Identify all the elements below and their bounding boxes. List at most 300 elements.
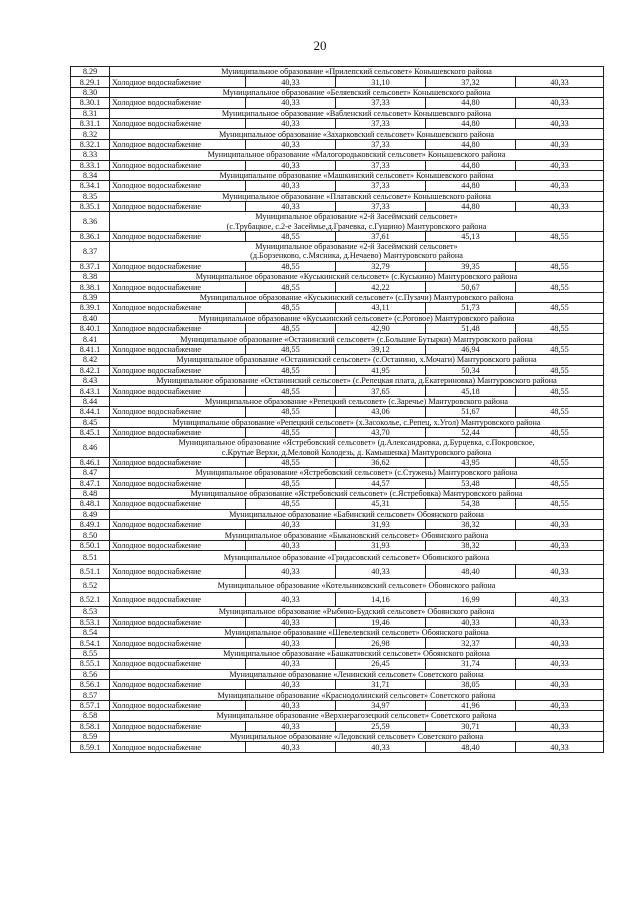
service-name: Холодное водоснабжение (110, 499, 246, 509)
service-name: Холодное водоснабжение (110, 565, 246, 579)
tariff-value-v1: 48,55 (246, 407, 336, 417)
row-number: 8.35 (71, 191, 110, 201)
row-number: 8.49.1 (71, 520, 110, 530)
row-number: 8.50.1 (71, 540, 110, 550)
municipality-name: Муниципальное образование «Малогородьковский сельсовет» Конышевского района (110, 150, 604, 160)
row-number: 8.54 (71, 628, 110, 638)
tariff-value-v3: 50,67 (426, 282, 516, 292)
municipality-header-row (71, 438, 604, 457)
row-number: 8.40.1 (71, 324, 110, 334)
tariff-value-v3: 52,44 (426, 427, 516, 437)
tariff-value-v2: 37,61 (336, 231, 426, 241)
service-name: Холодное водоснабжение (110, 98, 246, 108)
municipality-header-row (71, 468, 604, 478)
service-name: Холодное водоснабжение (110, 303, 246, 313)
tariff-value-v3: 31,74 (426, 659, 516, 669)
service-name: Холодное водоснабжение (110, 324, 246, 334)
tariff-value-v2: 26,98 (336, 638, 426, 648)
tariff-data-row (71, 520, 604, 530)
service-name: Холодное водоснабжение (110, 160, 246, 170)
row-number: 8.37.1 (71, 261, 110, 271)
tariff-value-v1: 40,33 (246, 638, 336, 648)
tariff-data-row (71, 617, 604, 627)
municipality-name: Муниципальное образование «Останинский сельсовет» (с.Большие Бутырки) Мантуровского района (110, 334, 604, 344)
row-number: 8.35.1 (71, 202, 110, 212)
row-number: 8.38 (71, 272, 110, 282)
row-number: 8.30 (71, 87, 110, 97)
tariff-value-v3: 39,35 (426, 261, 516, 271)
tariff-value-v2: 31,93 (336, 520, 426, 530)
tariff-value-v3: 50,34 (426, 365, 516, 375)
tariff-value-v2: 37,33 (336, 202, 426, 212)
row-number: 8.39 (71, 292, 110, 302)
row-number: 8.51.1 (71, 565, 110, 579)
tariff-value-v2: 43,06 (336, 407, 426, 417)
tariff-value-v2: 37,33 (336, 181, 426, 191)
municipality-name-line: (д.Борзенково, с.Мясника, д.Нечаево) Мантуровского района (250, 251, 463, 261)
tariff-value-v2: 42,22 (336, 282, 426, 292)
tariff-value-v2: 37,33 (336, 118, 426, 128)
row-number: 8.48.1 (71, 499, 110, 509)
municipality-name: Муниципальное образование «Репецкий сельсовет» (х.Засоколье, с.Репец, х.Угол) Мантуровского района (110, 417, 604, 427)
municipality-header-row (71, 67, 604, 77)
service-name: Холодное водоснабжение (110, 77, 246, 87)
tariff-value-v1: 48,55 (246, 344, 336, 354)
tariff-value-v3: 38,32 (426, 520, 516, 530)
tariff-value-v1: 48,55 (246, 386, 336, 396)
tariff-value-v1: 48,55 (246, 499, 336, 509)
municipality-name-line: Муниципальное образование «2-й Засеймский сельсовет» (255, 212, 458, 222)
tariff-value-v1: 48,55 (246, 427, 336, 437)
municipality-name: Муниципальное образование «Краснодолинский сельсовет» Советского района (110, 690, 604, 700)
tariff-value-v2: 36,62 (336, 457, 426, 467)
municipality-header-row (71, 212, 604, 231)
municipality-name (110, 438, 604, 457)
municipality-name: Муниципальное образование «Останинский сельсовет» (с.Останино, х.Мочаги) Мантуровского района (110, 355, 604, 365)
tariff-value-v2: 31,71 (336, 679, 426, 689)
tariff-data-row (71, 77, 604, 87)
tariff-value-v4: 48,55 (516, 282, 604, 292)
municipality-header-row (71, 488, 604, 498)
tariff-value-v2: 43,70 (336, 427, 426, 437)
service-name: Холодное водоснабжение (110, 700, 246, 710)
service-name: Холодное водоснабжение (110, 593, 246, 607)
tariff-value-v1: 48,55 (246, 365, 336, 375)
tariff-value-v1: 48,55 (246, 231, 336, 241)
municipality-name: Муниципальное образование «Ястребовский сельсовет» (с.Стужень) Мантуровского района (110, 468, 604, 478)
tariff-data-row (71, 181, 604, 191)
tariff-value-v1: 48,55 (246, 282, 336, 292)
tariff-value-v4: 40,33 (516, 540, 604, 550)
tariff-data-row (71, 742, 604, 752)
tariff-value-v4: 40,33 (516, 593, 604, 607)
row-number: 8.30.1 (71, 98, 110, 108)
tariff-value-v1: 40,33 (246, 202, 336, 212)
municipality-name: Муниципальное образование «Быкановский сельсовет» Обоянского района (110, 530, 604, 540)
row-number: 8.32.1 (71, 139, 110, 149)
service-name: Холодное водоснабжение (110, 540, 246, 550)
tariff-data-row (71, 303, 604, 313)
tariff-value-v4: 40,33 (516, 742, 604, 752)
tariff-data-row (71, 118, 604, 128)
tariff-value-v4: 48,55 (516, 499, 604, 509)
row-number: 8.54.1 (71, 638, 110, 648)
service-name: Холодное водоснабжение (110, 679, 246, 689)
municipality-header-row (71, 87, 604, 97)
row-number: 8.33 (71, 150, 110, 160)
tariff-data-row (71, 721, 604, 731)
tariff-value-v1: 48,55 (246, 324, 336, 334)
municipality-header-row (71, 313, 604, 323)
municipality-name (110, 242, 604, 261)
tariff-value-v4: 40,33 (516, 139, 604, 149)
municipality-name: Муниципальное образование «Вабленский сельсовет» Конышевского района (110, 108, 604, 118)
tariff-value-v1: 40,33 (246, 139, 336, 149)
municipality-name: Муниципальное образование «Куськинский сельсовет» (с.Пузачи) Мантуровского района (110, 292, 604, 302)
tariff-value-v3: 44,80 (426, 139, 516, 149)
service-name: Холодное водоснабжение (110, 386, 246, 396)
tariff-value-v4: 40,33 (516, 160, 604, 170)
tariff-value-v4: 40,33 (516, 202, 604, 212)
row-number: 8.53 (71, 607, 110, 617)
municipality-header-row (71, 509, 604, 519)
municipality-header-row (71, 669, 604, 679)
tariff-data-row (71, 679, 604, 689)
municipality-header-row (71, 607, 604, 617)
tariff-data-row (71, 565, 604, 579)
tariff-value-v1: 40,33 (246, 160, 336, 170)
tariff-data-row (71, 139, 604, 149)
tariff-value-v1: 40,33 (246, 742, 336, 752)
municipality-name: Муниципальное образование «Ястребовский сельсовет» (с.Ястребовка) Мантуровского района (110, 488, 604, 498)
row-number: 8.39.1 (71, 303, 110, 313)
tariff-data-row (71, 386, 604, 396)
tariff-data-row (71, 98, 604, 108)
tariff-value-v3: 54,38 (426, 499, 516, 509)
tariff-data-row (71, 427, 604, 437)
tariff-value-v3: 51,73 (426, 303, 516, 313)
tariff-value-v3: 40,33 (426, 617, 516, 627)
row-number: 8.50 (71, 530, 110, 540)
page-number: 20 (313, 38, 327, 53)
tariff-value-v2: 42,90 (336, 324, 426, 334)
tariff-value-v3: 41,96 (426, 700, 516, 710)
tariff-value-v4: 40,33 (516, 638, 604, 648)
row-number: 8.55.1 (71, 659, 110, 669)
tariff-value-v2: 31,93 (336, 540, 426, 550)
service-name: Холодное водоснабжение (110, 427, 246, 437)
tariff-value-v3: 44,80 (426, 98, 516, 108)
row-number: 8.57 (71, 690, 110, 700)
tariff-value-v3: 32,37 (426, 638, 516, 648)
row-number: 8.52 (71, 579, 110, 593)
tariff-data-row (71, 261, 604, 271)
tariff-value-v1: 40,33 (246, 721, 336, 731)
municipality-name: Муниципальное образование «Куськинский сельсовет» (с.Роговое) Мантуровского района (110, 313, 604, 323)
row-number: 8.53.1 (71, 617, 110, 627)
tariff-value-v2: 40,33 (336, 742, 426, 752)
row-number: 8.56.1 (71, 679, 110, 689)
service-name: Холодное водоснабжение (110, 139, 246, 149)
tariff-value-v4: 48,55 (516, 231, 604, 241)
municipality-name: Муниципальное образование «Репецкий сельсовет» (с.Заречье) Мантуровского района (110, 396, 604, 406)
tariff-data-row (71, 324, 604, 334)
tariff-data-row (71, 365, 604, 375)
tariff-data-row (71, 457, 604, 467)
tariff-value-v4: 48,55 (516, 386, 604, 396)
service-name: Холодное водоснабжение (110, 520, 246, 530)
tariff-value-v2: 34,97 (336, 700, 426, 710)
tariff-value-v3: 38,05 (426, 679, 516, 689)
tariff-value-v4: 40,33 (516, 721, 604, 731)
row-number: 8.47 (71, 468, 110, 478)
tariff-value-v2: 45,31 (336, 499, 426, 509)
tariff-value-v4: 48,55 (516, 324, 604, 334)
tariff-value-v3: 46,94 (426, 344, 516, 354)
row-number: 8.40 (71, 313, 110, 323)
municipality-header-row (71, 334, 604, 344)
municipality-name: Муниципальное образование «Башкатовский сельсовет» Обоянского района (110, 648, 604, 658)
tariff-value-v1: 40,33 (246, 540, 336, 550)
row-number: 8.29.1 (71, 77, 110, 87)
tariff-data-row (71, 344, 604, 354)
tariff-data-row (71, 593, 604, 607)
tariff-value-v4: 40,33 (516, 700, 604, 710)
tariff-value-v4: 48,55 (516, 303, 604, 313)
tariff-value-v1: 48,55 (246, 303, 336, 313)
municipality-header-row (71, 417, 604, 427)
municipality-name: Муниципальное образование «Куськинский сельсовет» (с.Куськино) Мантуровского района (110, 272, 604, 282)
tariff-value-v1: 40,33 (246, 679, 336, 689)
municipality-name: Муниципальное образование «Гридасовский сельсовет» Обоянского района (110, 551, 604, 565)
municipality-name: Муниципальное образование «Ленинский сельсовет» Советского района (110, 669, 604, 679)
row-number: 8.44 (71, 396, 110, 406)
municipality-header-row (71, 272, 604, 282)
tariff-value-v4: 40,33 (516, 181, 604, 191)
row-number: 8.43 (71, 375, 110, 385)
service-name: Холодное водоснабжение (110, 659, 246, 669)
service-name: Холодное водоснабжение (110, 282, 246, 292)
row-number: 8.32 (71, 129, 110, 139)
row-number: 8.38.1 (71, 282, 110, 292)
row-number: 8.33.1 (71, 160, 110, 170)
municipality-header-row (71, 396, 604, 406)
service-name: Холодное водоснабжение (110, 365, 246, 375)
tariff-value-v2: 39,12 (336, 344, 426, 354)
service-name: Холодное водоснабжение (110, 202, 246, 212)
municipality-header-row (71, 375, 604, 385)
service-name: Холодное водоснабжение (110, 742, 246, 752)
tariff-value-v4: 40,33 (516, 659, 604, 669)
municipality-name: Муниципальное образование «Платавский сельсовет» Конышевского района (110, 191, 604, 201)
municipality-name-line: Муниципальное образование «2-й Засеймский сельсовет» (255, 242, 458, 252)
tariff-data-row (71, 700, 604, 710)
tariff-value-v1: 40,33 (246, 181, 336, 191)
tariff-value-v1: 40,33 (246, 98, 336, 108)
row-number: 8.31 (71, 108, 110, 118)
tariff-value-v4: 40,33 (516, 77, 604, 87)
service-name: Холодное водоснабжение (110, 478, 246, 488)
row-number: 8.56 (71, 669, 110, 679)
tariff-value-v3: 37,32 (426, 77, 516, 87)
row-number: 8.42 (71, 355, 110, 365)
municipality-header-row (71, 690, 604, 700)
row-number: 8.46 (71, 438, 110, 457)
tariff-data-row (71, 407, 604, 417)
tariff-value-v4: 40,33 (516, 617, 604, 627)
service-name: Холодное водоснабжение (110, 638, 246, 648)
municipality-name: Муниципальное образование «Верхнерагозецкий сельсовет» Советского района (110, 711, 604, 721)
tariff-value-v2: 37,65 (336, 386, 426, 396)
municipality-name: Муниципальное образование «Шевелевский сельсовет» Обоянского района (110, 628, 604, 638)
tariff-value-v4: 48,55 (516, 478, 604, 488)
municipality-header-row (71, 150, 604, 160)
tariff-value-v1: 40,33 (246, 659, 336, 669)
tariff-value-v1: 48,55 (246, 478, 336, 488)
tariff-value-v3: 38,32 (426, 540, 516, 550)
municipality-name: Муниципальное образование «Останинский сельсовет» (с.Репецкая плата, д.Екатериновка) Мантуровского района (110, 375, 604, 385)
service-name: Холодное водоснабжение (110, 181, 246, 191)
row-number: 8.49 (71, 509, 110, 519)
tariff-value-v2: 37,33 (336, 139, 426, 149)
tariff-data-row (71, 659, 604, 669)
row-number: 8.48 (71, 488, 110, 498)
service-name: Холодное водоснабжение (110, 118, 246, 128)
municipality-header-row (71, 530, 604, 540)
tariff-table (70, 66, 604, 753)
municipality-header-row (71, 579, 604, 593)
tariff-value-v3: 45,13 (426, 231, 516, 241)
tariff-value-v4: 40,33 (516, 98, 604, 108)
tariff-value-v1: 40,33 (246, 118, 336, 128)
tariff-data-row (71, 231, 604, 241)
municipality-header-row (71, 648, 604, 658)
municipality-header-row (71, 711, 604, 721)
tariff-value-v4: 48,55 (516, 457, 604, 467)
municipality-header-row (71, 355, 604, 365)
row-number: 8.46.1 (71, 457, 110, 467)
municipality-name: Муниципальное образование «Котельниковский сельсовет» Обоянского района (110, 579, 604, 593)
tariff-value-v2: 14,16 (336, 593, 426, 607)
tariff-value-v3: 16,99 (426, 593, 516, 607)
row-number: 8.45.1 (71, 427, 110, 437)
tariff-value-v2: 37,33 (336, 160, 426, 170)
municipality-name: Муниципальное образование «Рыбино-Будский сельсовет» Обоянского района (110, 607, 604, 617)
tariff-value-v3: 43,95 (426, 457, 516, 467)
tariff-value-v2: 41,95 (336, 365, 426, 375)
tariff-value-v1: 40,33 (246, 700, 336, 710)
tariff-value-v4: 48,55 (516, 407, 604, 417)
municipality-name: Муниципальное образование «Ледовский сельсовет» Советского района (110, 731, 604, 741)
tariff-value-v2: 25,59 (336, 721, 426, 731)
tariff-data-row (71, 540, 604, 550)
row-number: 8.31.1 (71, 118, 110, 128)
tariff-value-v2: 43,11 (336, 303, 426, 313)
tariff-value-v1: 48,55 (246, 261, 336, 271)
tariff-data-row (71, 638, 604, 648)
municipality-header-row (71, 292, 604, 302)
municipality-header-row (71, 551, 604, 565)
tariff-value-v3: 51,67 (426, 407, 516, 417)
tariff-value-v3: 30,71 (426, 721, 516, 731)
service-name: Холодное водоснабжение (110, 344, 246, 354)
tariff-value-v1: 48,55 (246, 457, 336, 467)
tariff-value-v3: 45,18 (426, 386, 516, 396)
service-name: Холодное водоснабжение (110, 407, 246, 417)
row-number: 8.47.1 (71, 478, 110, 488)
row-number: 8.37 (71, 242, 110, 261)
row-number: 8.41.1 (71, 344, 110, 354)
municipality-name: Муниципальное образование «Захарковский сельсовет» Конышевского района (110, 129, 604, 139)
tariff-value-v4: 48,55 (516, 344, 604, 354)
tariff-value-v3: 44,80 (426, 118, 516, 128)
tariff-value-v4: 40,33 (516, 118, 604, 128)
municipality-name: Муниципальное образование «Прилепский сельсовет» Конышевского района (110, 67, 604, 77)
row-number: 8.34.1 (71, 181, 110, 191)
tariff-data-row (71, 160, 604, 170)
row-number: 8.58.1 (71, 721, 110, 731)
tariff-value-v4: 40,33 (516, 679, 604, 689)
row-number: 8.57.1 (71, 700, 110, 710)
tariff-value-v1: 40,33 (246, 520, 336, 530)
municipality-header-row (71, 170, 604, 180)
tariff-value-v4: 48,55 (516, 427, 604, 437)
row-number: 8.29 (71, 67, 110, 77)
service-name: Холодное водоснабжение (110, 231, 246, 241)
municipality-header-row (71, 242, 604, 261)
row-number: 8.59 (71, 731, 110, 741)
tariff-value-v3: 51,48 (426, 324, 516, 334)
row-number: 8.34 (71, 170, 110, 180)
tariff-value-v2: 19,46 (336, 617, 426, 627)
row-number: 8.52.1 (71, 593, 110, 607)
service-name: Холодное водоснабжение (110, 617, 246, 627)
tariff-table-body (71, 67, 604, 753)
tariff-value-v3: 44,80 (426, 160, 516, 170)
row-number: 8.51 (71, 551, 110, 565)
tariff-data-row (71, 202, 604, 212)
tariff-value-v2: 40,33 (336, 565, 426, 579)
tariff-value-v1: 40,33 (246, 77, 336, 87)
tariff-value-v1: 40,33 (246, 565, 336, 579)
tariff-value-v1: 40,33 (246, 617, 336, 627)
tariff-data-row (71, 282, 604, 292)
tariff-value-v4: 48,55 (516, 261, 604, 271)
tariff-value-v4: 48,55 (516, 365, 604, 375)
municipality-header-row (71, 108, 604, 118)
service-name: Холодное водоснабжение (110, 457, 246, 467)
tariff-value-v3: 48,40 (426, 742, 516, 752)
row-number: 8.36.1 (71, 231, 110, 241)
tariff-value-v3: 48,40 (426, 565, 516, 579)
tariff-value-v2: 32,79 (336, 261, 426, 271)
row-number: 8.43.1 (71, 386, 110, 396)
tariff-value-v3: 44,80 (426, 181, 516, 191)
tariff-value-v3: 44,80 (426, 202, 516, 212)
service-name: Холодное водоснабжение (110, 721, 246, 731)
tariff-value-v2: 37,33 (336, 98, 426, 108)
tariff-value-v4: 40,33 (516, 565, 604, 579)
service-name: Холодное водоснабжение (110, 261, 246, 271)
row-number: 8.59.1 (71, 742, 110, 752)
row-number: 8.41 (71, 334, 110, 344)
municipality-name-line: (с.Трубацкое, с.2-е Засеймье,д.Грачевка, с.Гущино) Мантуровского района (226, 221, 487, 231)
municipality-header-row (71, 731, 604, 741)
municipality-name (110, 212, 604, 231)
municipality-name-line: с.Крутые Верхи, д.Меловой Колодезь, д. Камышенка) Мантуровского района (221, 447, 492, 457)
municipality-name-line: Муниципальное образование «Ястребовский сельсовет» (д.Александровка, д.Бурцевка, с.Покровское, (178, 438, 535, 448)
tariff-value-v3: 53,48 (426, 478, 516, 488)
